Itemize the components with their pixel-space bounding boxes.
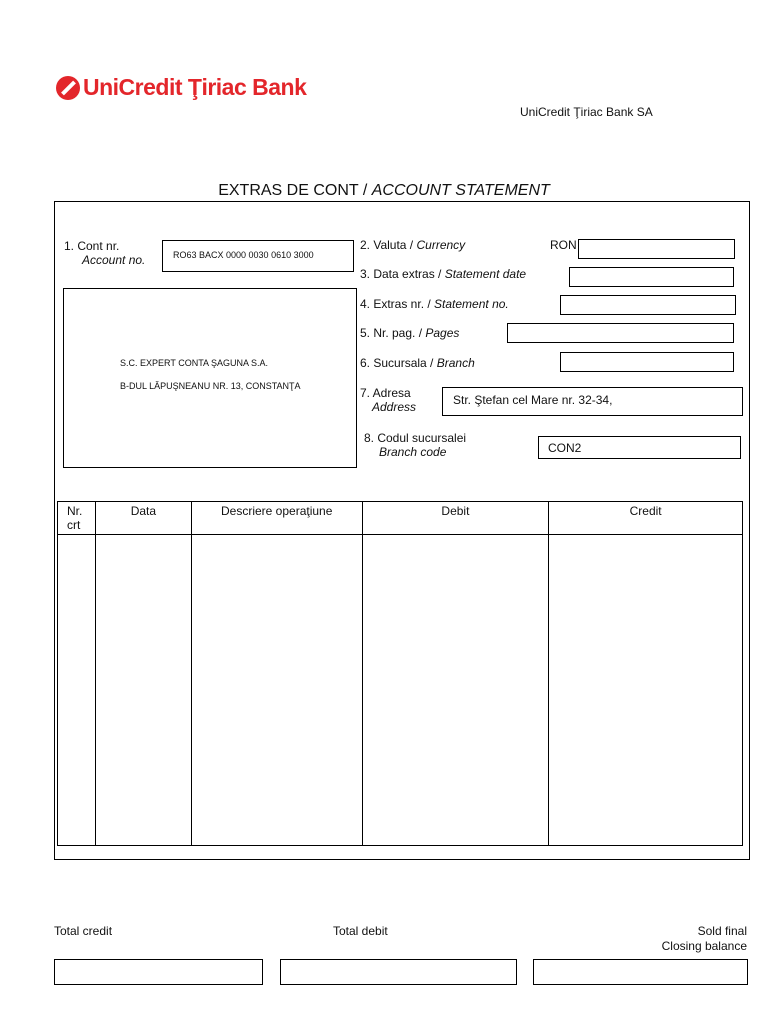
operations-table [57, 501, 743, 846]
address-label [360, 386, 416, 414]
statement-no-field[interactable] [560, 295, 736, 315]
pages-label-ro: 5. Nr. pag. / [360, 326, 426, 340]
column-header-data: Data [95, 502, 191, 535]
table-cell [362, 535, 549, 846]
table-cell [191, 535, 362, 846]
branch-code-label-ro: 8. Codul sucursalei [364, 431, 467, 445]
address-label-ro: 7. Adresa [360, 386, 411, 400]
statement-date-label [360, 267, 526, 281]
table-cell [95, 535, 191, 846]
closing-balance-field[interactable] [533, 959, 748, 985]
account-number-field[interactable] [162, 240, 354, 272]
column-header-debit: Debit [362, 502, 549, 535]
currency-label [360, 238, 465, 252]
client-address: B-DUL LĂPUŞNEANU NR. 13, CONSTANŢA [120, 381, 301, 391]
client-name: S.C. EXPERT CONTA ŞAGUNA S.A. [120, 358, 269, 368]
logo-text: UniCredit Ţiriac Bank [83, 74, 307, 100]
branch-field[interactable] [560, 352, 734, 372]
pages-label [360, 326, 459, 340]
branch-label-en: Branch [436, 356, 475, 370]
account-label-ro: 1. Cont nr. [64, 239, 120, 253]
closing-balance-label [662, 924, 747, 954]
total-debit-label: Total debit [333, 924, 388, 938]
column-header-nr-crt: Nr. crt [58, 502, 96, 535]
statement-no-label [360, 297, 509, 311]
pages-label-en: Pages [425, 326, 460, 340]
currency-field[interactable] [578, 239, 735, 259]
account-label-en: Account no. [82, 253, 146, 267]
branch-label-ro: 6. Sucursala / [360, 356, 437, 370]
statement-date-label-en: Statement date [444, 267, 527, 281]
branch-code-label [364, 431, 466, 459]
currency-label-en: Currency [416, 238, 466, 252]
sold-final-label: Sold final [697, 924, 747, 938]
bank-name: UniCredit Ţiriac Bank SA [520, 105, 653, 119]
statement-date-field[interactable] [569, 267, 734, 287]
client-box [63, 288, 357, 468]
table-cell [549, 535, 743, 846]
branch-code-field[interactable] [538, 436, 741, 459]
table-header-row [58, 502, 743, 535]
statement-no-label-en: Statement no. [434, 297, 509, 311]
address-field[interactable] [442, 387, 743, 416]
table-cell [58, 535, 96, 846]
unicredit-logo-icon [56, 76, 80, 100]
bank-logo [56, 74, 306, 101]
total-credit-label: Total credit [54, 924, 113, 938]
total-debit-field[interactable] [280, 959, 517, 985]
title-main: EXTRAS DE CONT / [218, 182, 372, 199]
currency-value: RON [550, 238, 577, 252]
column-header-credit: Credit [549, 502, 743, 535]
statement-date-label-ro: 3. Data extras / [360, 267, 445, 281]
table-body-row [58, 535, 743, 846]
branch-code-label-en: Branch code [379, 445, 447, 459]
pages-field[interactable] [507, 323, 734, 343]
address-label-en: Address [372, 400, 417, 414]
page-title [0, 182, 768, 200]
statement-no-label-ro: 4. Extras nr. / [360, 297, 435, 311]
account-number-value: RO63 BACX 0000 0030 0610 3000 [173, 250, 314, 260]
closing-balance-label-en: Closing balance [661, 939, 747, 953]
total-credit-field[interactable] [54, 959, 263, 985]
currency-label-ro: 2. Valuta / [360, 238, 417, 252]
address-value: Str. Ştefan cel Mare nr. 32-34, [453, 393, 613, 407]
branch-code-value: CON2 [548, 441, 582, 455]
account-label [64, 239, 145, 267]
column-header-description: Descriere operaţiune [191, 502, 362, 535]
title-italic: ACCOUNT STATEMENT [371, 182, 550, 199]
branch-label [360, 356, 475, 370]
